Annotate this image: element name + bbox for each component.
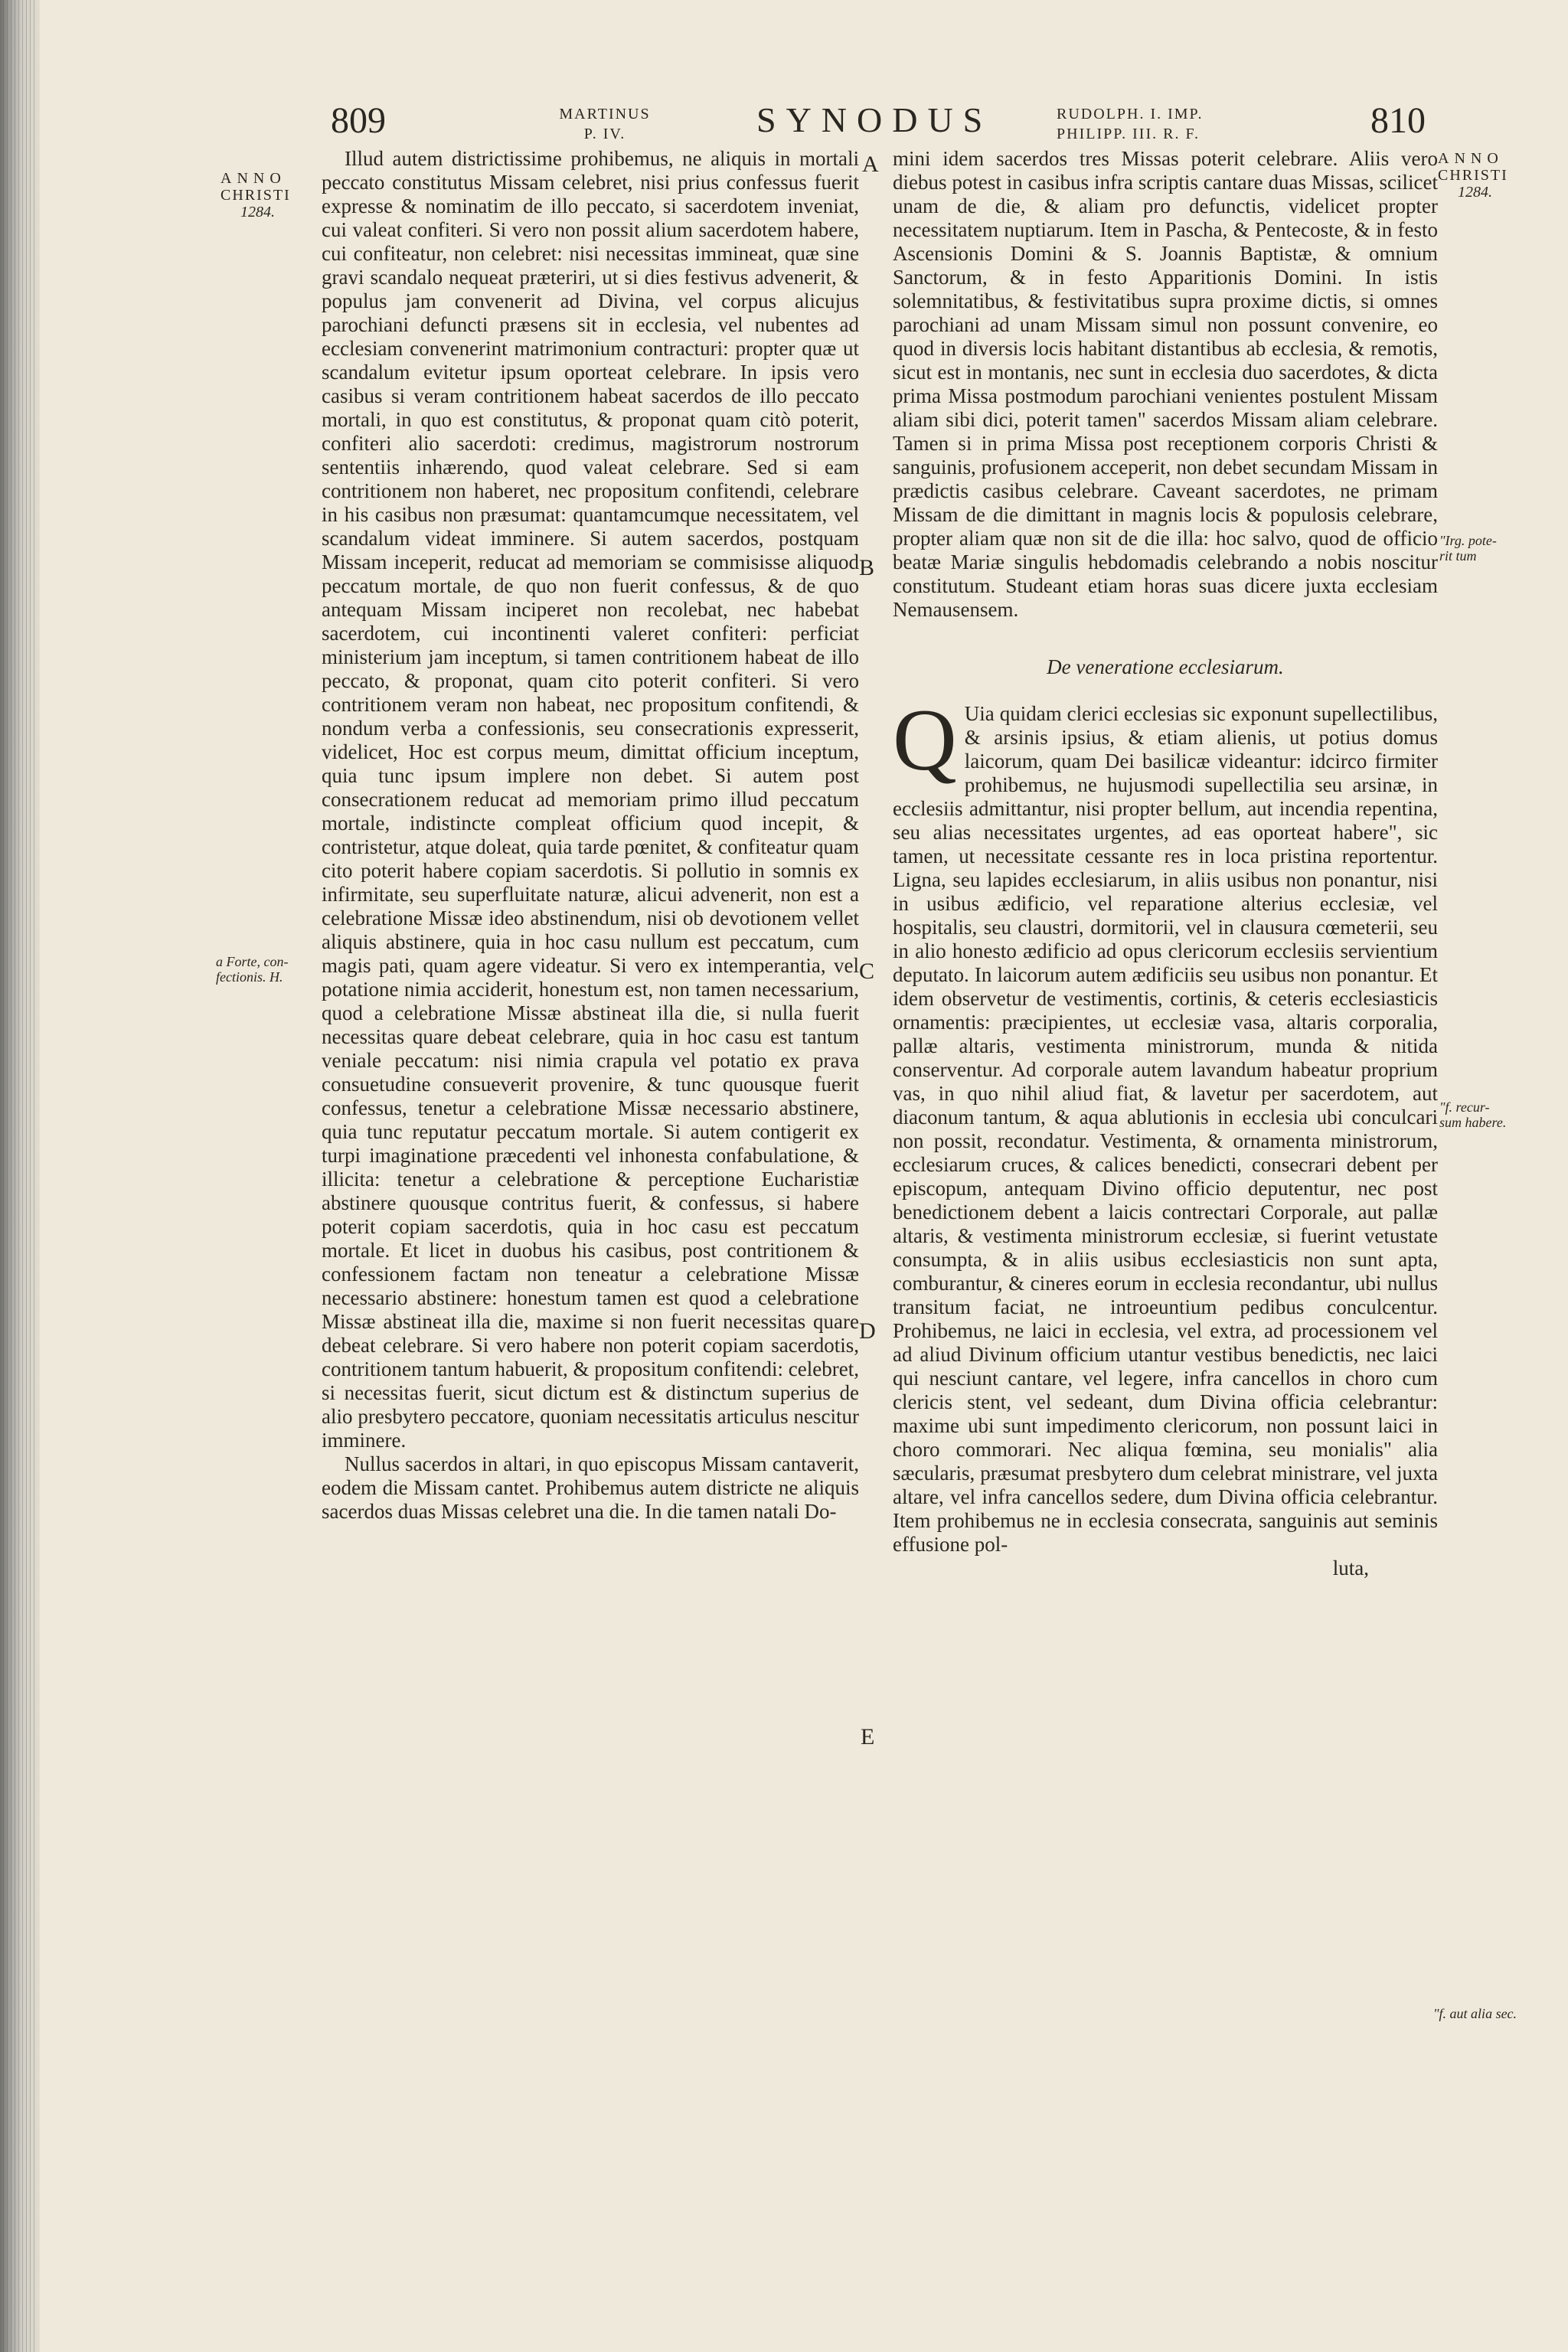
- catchword: luta,: [1332, 1557, 1369, 1579]
- section-letter-b: B: [859, 555, 875, 580]
- section-letter-a: A: [862, 152, 879, 177]
- running-title: SYNODUS: [756, 100, 993, 139]
- margin-note-right-2-line1: "f. recur-: [1439, 1099, 1490, 1115]
- page-edge-lines: [3, 0, 37, 2352]
- page-number-right: 810: [1370, 100, 1426, 141]
- right-paragraph-1: mini idem sacerdos tres Missas poterit celebrare. Aliis vero diebus potest in casibus infra scriptis cantare duas Missas, scilicet unam de die, & aliam pro defunctis, videlicet propter necessitatem nuptiarum. Item in Pascha, & Pentecoste, & in festo Ascensionis Domini & S. Joannis Baptistæ, & omnium Sanctorum, & in festo Apparitionis Domini. In istis solemnitatibus, & festivitatibus supra proxime dictis, si omnes parochiani ad unam Missam simul non possunt convenire, eo quod in diversis locis habitant distantibus ab ecclesia, & remotis, sicut est in montanis, nec sunt in ecclesia duo sacerdotes, & dicta prima Missa postmodum parochiani venientes postulent Missam aliam sibi dici, poterit tamen" sacerdos Missam aliam celebrare. Tamen si in prima Missa post receptionem corporis Christi & sanguinis, profusionem acceperit, non debet secundam Missam in prædictis casibus celebrare. Caveant sacerdotes, ne primam Missam de die dimittant in magnis locis & populosis celebrare, propter aliam quæ non sit de die illa: hoc salvo, quod de officio beatæ Mariæ singulis hebdomadis celebrando a nobis noscitur constitutum. Studeant etiam horas suas dicere juxta ecclesiam Nemausensem.: [893, 147, 1438, 621]
- running-head-left: [528, 104, 681, 144]
- margin-christi: CHRISTI: [220, 187, 291, 204]
- left-paragraph-2: Nullus sacerdos in altari, in quo episcopus Missam cantaverit, eodem die Missam cantet. Prohibemus autem districte ne aliquis sacerdos duas Missas celebret una die. In die tamen natali Do-: [322, 1452, 859, 1523]
- margin-christi-right: CHRISTI: [1438, 167, 1508, 184]
- right-paragraph-2: [893, 691, 1438, 1557]
- margin-note-right-1-line1: "Irg. pote-: [1439, 533, 1497, 548]
- margin-note-right-1-line2: rit tum: [1439, 548, 1477, 564]
- margin-note-right-3: "f. aut alia sec.: [1433, 2006, 1517, 2021]
- section-letter-e: E: [861, 1724, 875, 1749]
- margin-anno: ANNO: [220, 170, 286, 187]
- margin-note-right-2-line2: sum habere.: [1439, 1115, 1507, 1130]
- running-head-right: [1057, 104, 1256, 144]
- right-text-column: [893, 147, 1438, 1580]
- right-paragraph-2-text: Uia quidam clerici ecclesias sic exponunt supellectilibus, & arsinis ipsius, & etiam alienis, ut potius domus laicorum, quam Dei basilicæ videantur: idcirco firmiter prohibemus, ne hujusmodi supellectilia seu arsinæ, in ecclesiis admittantur, nisi propter bellum, aut incendia repentina, seu alias necessitates urgentes, ad eas oporteat habere", sic tamen, ut necessitate cessante res in loca pristina reportentur. Ligna, seu lapides ecclesiarum, in aliis usibus non ponantur, nisi in usibus ædificio, vel reparatione alterius ecclesiæ, vel hospitalis, seu claustri, dormitorii, vel in clausura cœmeterii, seu in alio honesto ædificio ad opus clericorum ecclesiis servientium deputato. In laicorum autem ædificiis seu usibus non ponantur. Et idem observetur de vestimentis, cortinis, & ceteris ecclesiasticis ornamentis: præcipientes, ut ecclesiæ vasa, altaris corporalia, pallæ altaris, vestimenta ministrorum, munda & nitida conserventur. Ad corporale autem lavandum habeatur proprium vas, in quo nihil aliud fiat, & lavetur per sacerdotem, aut diaconum tantum, & aqua ablutionis in ecclesia ubi conculcari non possit, recondatur. Vestimenta, & ornamenta ministrorum, ecclesiarum cruces, & calices benedicti, consecrari debent per episcopum, antequam Divino officio deputentur, nec post benedictionem debent a laicis contrectari Corporale, aut pallæ altaris, & vestimenta ministrorum ecclesiæ, si fuerint vetustate consumpta, & in aliis usibus ecclesiasticis non sunt apta, comburantur, & cineres eorum in ecclesia recondantur, ubi nullus transitum faciat, ne introeuntium pedibus conculcentur. Prohibemus, ne laici in ecclesia, vel extra, ad processionem vel ad aliud Divinum officium utantur vestibus benedictis, nec laici qui nesciunt cantare, vel legere, infra cancellos in choro cum clericis stent, vel sedeant, dum Divina officia celebrantur: maxime ubi sunt impedimento clericorum, non possunt laici in choro commorari. Nec aliqua fœmina, seu monialis" alia sæcularis, præsumat presbytero dum celebrat ministrare, vel juxta altare, vel infra cancellos sedere, dum Divina officia celebrantur. Item prohibemus ne in ecclesia consecrata, sanguinis aut seminis effusione pol-: [893, 702, 1438, 1556]
- page-number-left: 809: [331, 100, 386, 141]
- margin-year-left: [220, 170, 291, 220]
- margin-note-left: [216, 954, 288, 985]
- running-head-right-line2: PHILIPP. III. R. F.: [1057, 126, 1200, 142]
- section-heading: De veneratione ecclesiarum.: [1047, 655, 1284, 678]
- running-head-right-line1: RUDOLPH. I. IMP.: [1057, 106, 1204, 122]
- margin-year-right: [1438, 150, 1508, 201]
- margin-year-right-num: 1284.: [1458, 184, 1492, 201]
- left-text-column: [322, 147, 859, 1524]
- margin-note-left-line2: fectionis. H.: [216, 969, 283, 985]
- running-head-left-line1: MARTINUS: [559, 106, 651, 122]
- drop-cap: Q: [893, 691, 957, 789]
- margin-anno-right: ANNO: [1438, 150, 1504, 167]
- margin-year: 1284.: [240, 204, 275, 220]
- margin-note-left-line1: a Forte, con-: [216, 954, 289, 969]
- running-head-left-line2: P. IV.: [583, 126, 626, 142]
- margin-note-right-2: [1439, 1099, 1506, 1130]
- margin-note-right-1: [1439, 533, 1497, 564]
- left-paragraph-1: Illud autem districtissime prohibemus, ne aliquis in mortali peccato constitutus Missam celebret, nisi prius confessus fuerit expresse & nominatim de illo peccato, si sacerdotem inveniat, cui valeat confiteri. Si vero non possit alium sacerdotem habere, cui confiteatur, non celebret: nisi necessitas immineat, quæ sine gravi scandalo nequeat præteriri, ut si dies festivus advenerit, & populus jam convenerit ad Divina, vel corpus alicujus parochiani defuncti præsens sit in ecclesia, vel nubentes ad ecclesiam convenerint matrimonium contracturi: propter quæ ut scandalum evitetur ipsum oporteat celebrare. In ipsis vero casibus si veram contritionem habeat sacerdos de illo peccato mortali, in quo est constitutus, & proponat quam citò poterit, confiteri alio sacerdoti: credimus, magistrorum nostrorum sententiis inhærendo, quod valeat celebrare. Sed si eam contritionem non haberet, nec propositum confitendi, celebrare in his casibus non præsumat: quantamcumque necessitatem, vel scandalum videat imminere. Si autem sacerdos, postquam Missam inceperit, reducat ad memoriam se commisisse aliquod peccatum mortale, de quo non fuerit confessus, & de quo antequam Missam inciperet non recolebat, nec habebat sacerdotem, cui incontinenti valeret confiteri: perficiat ministerium jam inceptum, si tamen contritionem habeat de illo peccato, & proponat, quam cito poterit confiteri. Si vero contritionem veram non habeat, nec propositum confitendi, & nondum verba a confessionis, seu consecrationis expresserit, videlicet, Hoc est corpus meum, dimittat officium inceptum, quia tunc ipsum implere non debet. Si autem post consecrationem reducat ad memoriam primo illud peccatum mortale, indistincte compleat officium quod incepit, & contristetur, atque doleat, quia tarde pœnitet, & confiteatur quam cito poterit habere copiam sacerdotis. Si pollutio in somnis ex infirmitate, seu superfluitate naturæ, alicui advenerit, non est a celebratione Missæ ideo abstinendum, nisi ob devotionem vellet aliquis abstinere, quia in hoc casu nullum est peccatum, cum magis pati, quam agere videatur. Si vero ex intemperantia, vel potatione nimia acciderit, honestum est, non tamen necessarium, quod a celebratione Missæ abstineat illa die, si nulla fuerit necessitas quare debeat celebrare, quia in hoc casu est tantum veniale peccatum: nisi nimia crapula vel potatio ex prava consuetudine consueverit provenire, & tunc quousque fuerit confessus, tenetur a celebratione Missæ necessario abstinere, quia tunc reputatur peccatum mortale. Si autem contigerit ex turpi imaginatione præcedenti vel inhonesta confabulatione, & illicita: tenetur a celebratione & perceptione Eucharistiæ abstinere quousque contritus fuerit, & confessus, si habere poterit copiam sacerdotis, quia in hoc casu est peccatum mortale. Et licet in duobus his casibus, post contritionem & confessionem factam non teneatur a celebratione Missæ necessario abstinere: honestum tamen est quod a celebratione Missæ abstineat illa die, maxime si non fuerit necessitas quare debeat celebrare. Si vero habere non poterit copiam sacerdotis, contritionem tantum habuerit, & propositum confitendi: celebret, si necessitas fuerit, sicut dictum est & distinctum superius de alio presbytero peccatore, quoniam necessitatis articulus nescitur imminere.: [322, 147, 859, 1452]
- section-letter-c: C: [859, 959, 875, 984]
- section-letter-d: D: [859, 1318, 876, 1344]
